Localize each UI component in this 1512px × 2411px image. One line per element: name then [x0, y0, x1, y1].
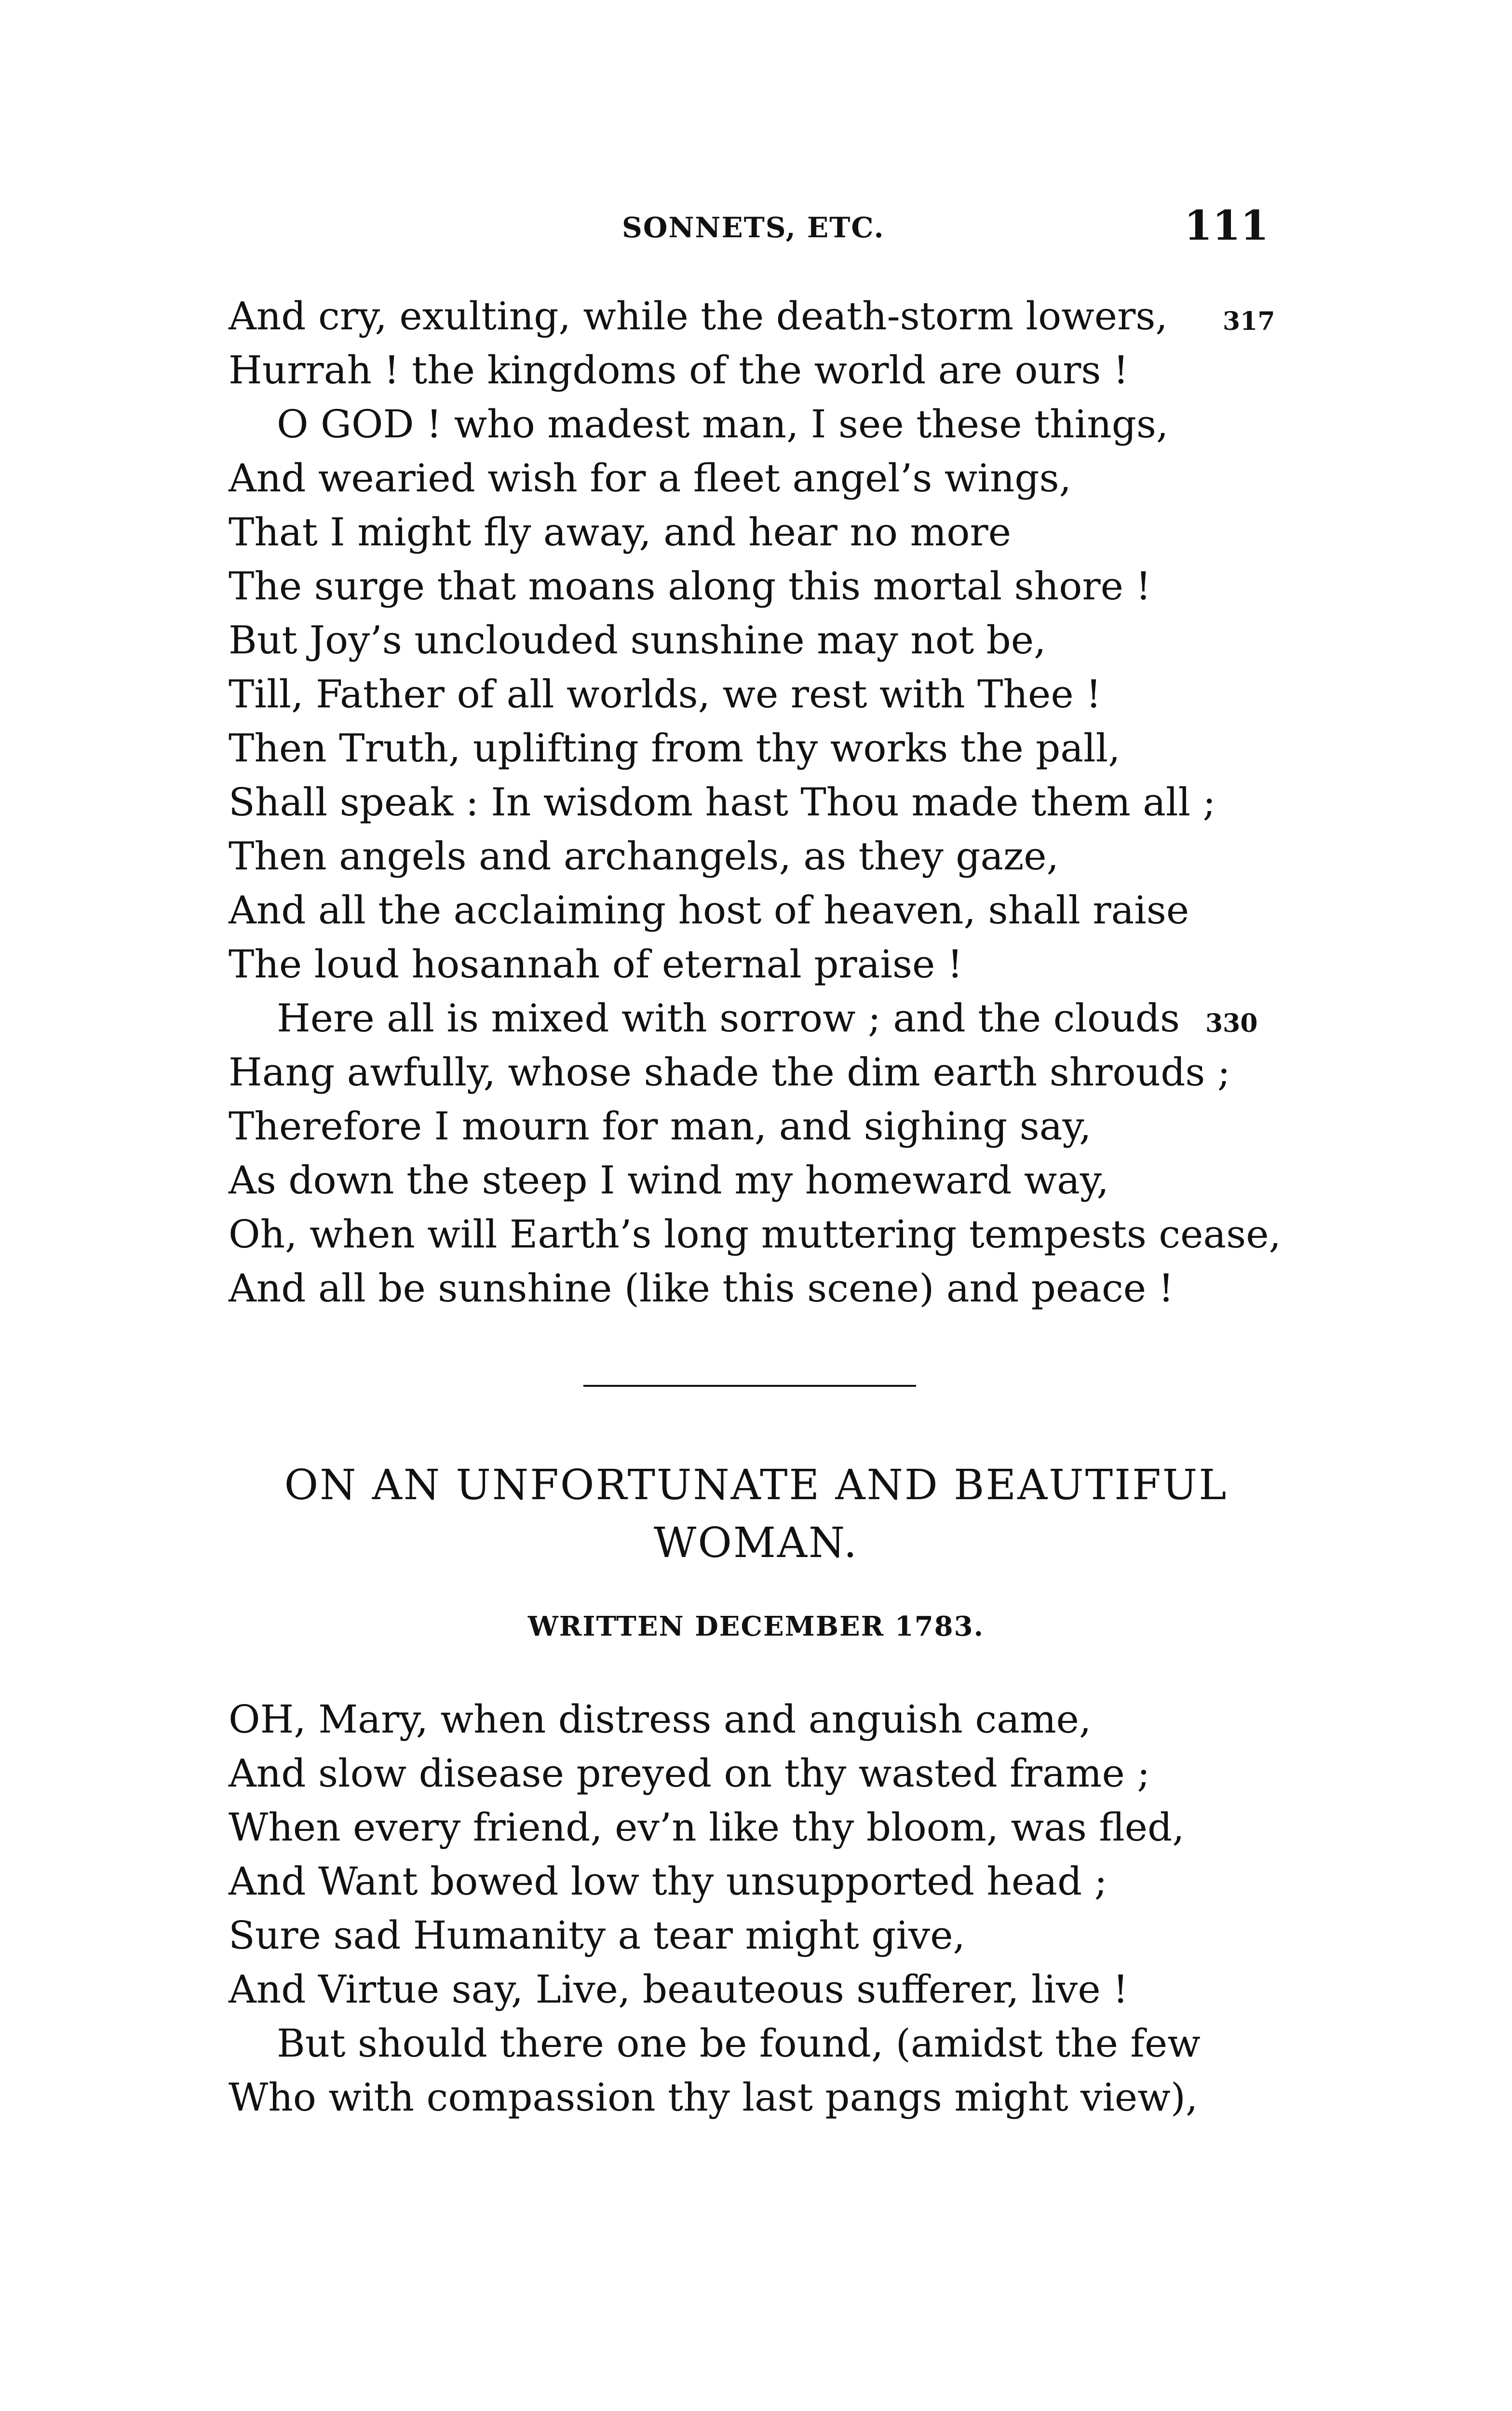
- verse-line: Then angels and archangels, as they gaze,: [229, 834, 1059, 879]
- verse-line: Here all is mixed with sorrow ; and the clouds: [277, 996, 1180, 1041]
- section-divider: [583, 1385, 916, 1387]
- poem-continuation: [229, 289, 1337, 1315]
- verse-line: Sure sad Humanity a tear might give,: [229, 1913, 965, 1958]
- poem-body: [229, 1693, 1337, 2125]
- line-number: 330: [1205, 1009, 1258, 1038]
- verse-line: And Want bowed low thy unsupported head ;: [229, 1859, 1107, 1904]
- verse-line: And Virtue say, Live, beauteous sufferer, live !: [229, 1967, 1129, 2012]
- verse-line: Oh, when will Earth’s long muttering tempests cease,: [229, 1212, 1282, 1257]
- verse-line: Then Truth, uplifting from thy works the pall,: [229, 726, 1120, 771]
- verse-line: Therefore I mourn for man, and sighing say,: [229, 1104, 1092, 1149]
- verse-line: But Joy’s unclouded sunshine may not be,: [229, 618, 1046, 663]
- verse-line: That I might fly away, and hear no more: [229, 510, 1012, 555]
- verse-line: And cry, exulting, while the death-storm lowers,: [229, 294, 1168, 339]
- verse-line: The loud hosannah of eternal praise !: [229, 942, 963, 987]
- verse-line: O GOD ! who madest man, I see these things,: [277, 402, 1169, 447]
- verse-line: But should there one be found, (amidst the few: [277, 2021, 1201, 2066]
- verse-line: The surge that moans along this mortal shore !: [229, 564, 1151, 609]
- verse-line: When every friend, ev’n like thy bloom, was fled,: [229, 1805, 1185, 1850]
- verse-line: And all the acclaiming host of heaven, shall raise: [229, 888, 1189, 933]
- verse-line: Hurrah ! the kingdoms of the world are ours !: [229, 348, 1129, 393]
- verse-line: And all be sunshine (like this scene) and peace !: [229, 1266, 1174, 1311]
- poem-title: ON AN UNFORTUNATE AND BEAUTIFUL: [284, 1461, 1228, 1509]
- running-title: SONNETS, ETC.: [622, 211, 885, 244]
- verse-line: Hang awfully, whose shade the dim earth shrouds ;: [229, 1050, 1230, 1095]
- poem-title-continued: WOMAN.: [653, 1519, 859, 1567]
- verse-line: As down the steep I wind my homeward way,: [229, 1158, 1109, 1203]
- verse-line: Shall speak : In wisdom hast Thou made them all ;: [229, 780, 1216, 825]
- verse-line: And wearied wish for a fleet angel’s wings,: [229, 456, 1072, 501]
- verse-line: And slow disease preyed on thy wasted frame ;: [229, 1751, 1150, 1796]
- page-number: 111: [1184, 202, 1269, 249]
- verse-line: OH, Mary, when distress and anguish came,: [229, 1697, 1092, 1742]
- verse-line: Who with compassion thy last pangs might view),: [229, 2075, 1198, 2120]
- line-number: 317: [1223, 307, 1275, 336]
- poem-subtitle: WRITTEN DECEMBER 1783.: [527, 1611, 985, 1642]
- verse-line: Till, Father of all worlds, we rest with Thee !: [229, 672, 1102, 717]
